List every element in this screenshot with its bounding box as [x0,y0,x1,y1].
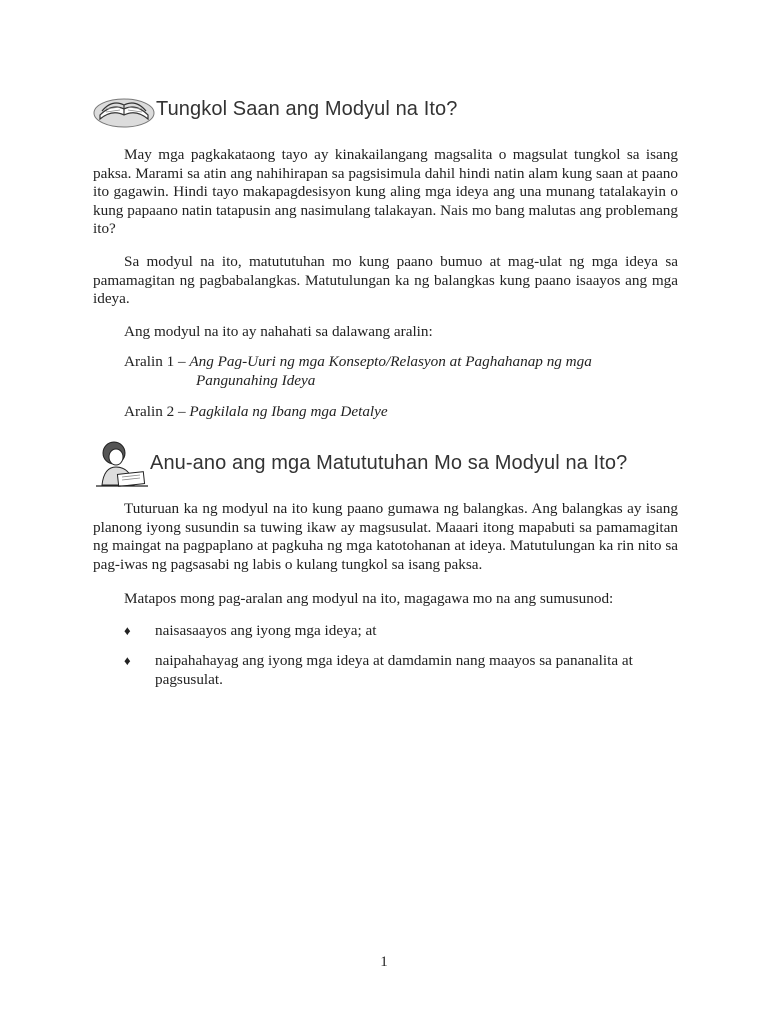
lesson-prefix: Aralin 2 – [124,403,190,420]
lesson-title-continuation: Pangunahing Ideya [196,372,316,389]
lesson-2 [124,403,388,422]
paragraph: Ang modyul na ito ay nahahati sa dalawang aralin: [124,323,433,340]
lesson-1 [124,353,592,372]
intro-paragraph: May mga pagkakataong tayo ay kinakailangang magsalita o magsulat tungkol sa isang paksa. Marami sa atin ang nahihirapan sa pagsisimula dahil hindi natin alam kung saan at paano ito gagawin. Hindi tayo makapagdesisyon kung aling mga ideya ang una munang tatalakayin o kung papaano natin tatapusin ang nasimulang talakayan. Nais mo bang malutas ang problemang ito? [93,146,678,238]
section-title: Anu-ano ang mga Matututuhan Mo sa Modyul na Ito? [150,451,628,474]
list-item [124,652,684,689]
paragraph: Tuturuan ka ng modyul na ito kung paano gumawa ng balangkas. Ang balangkas ay isang planong iyong susundin sa tuwing ikaw ay magsusulat. Maaari itong mapabuti sa pamamagitan ng maingat na pagpaplano at pagkuha ng mga katotohanan at ideya. Matutulungan ka rin nito sa pag-iwas ng pagsasabi ng labis o kulang tungkol sa isang paksa. [93,500,678,573]
lesson-title: Pagkilala ng Ibang mga Detalye [189,403,388,420]
section-heading-2 [92,437,627,489]
section-title: Tungkol Saan ang Modyul na Ito? [156,97,458,120]
book-icon [92,89,156,129]
diamond-bullet-icon: ♦ [124,623,131,638]
student-writing-icon [92,437,150,489]
list-item-text: naisasaayos ang iyong mga ideya; at [155,622,377,639]
paragraph: Sa modyul na ito, matututuhan mo kung paano bumuo at mag-ulat ng mga ideya sa pamamagitan ng pagbabalangkas. Matutulungan ka ng balangkas kung paano isaayos ang mga ideya. [93,253,678,308]
paragraph: Matapos mong pag-aralan ang modyul na ito, magagawa mo na ang sumusunod: [124,590,614,607]
diamond-bullet-icon: ♦ [124,653,131,668]
section-heading-1 [92,89,457,129]
lesson-prefix: Aralin 1 – [124,353,190,370]
page-number: 1 [380,954,388,970]
list-item-text: naipahahayag ang iyong mga ideya at damdamin nang maayos sa pananalita at pagsusulat. [155,652,633,688]
list-item [124,622,684,641]
lesson-title: Ang Pag-Uuri ng mga Konsepto/Relasyon at Paghahanap ng mga [189,353,592,370]
